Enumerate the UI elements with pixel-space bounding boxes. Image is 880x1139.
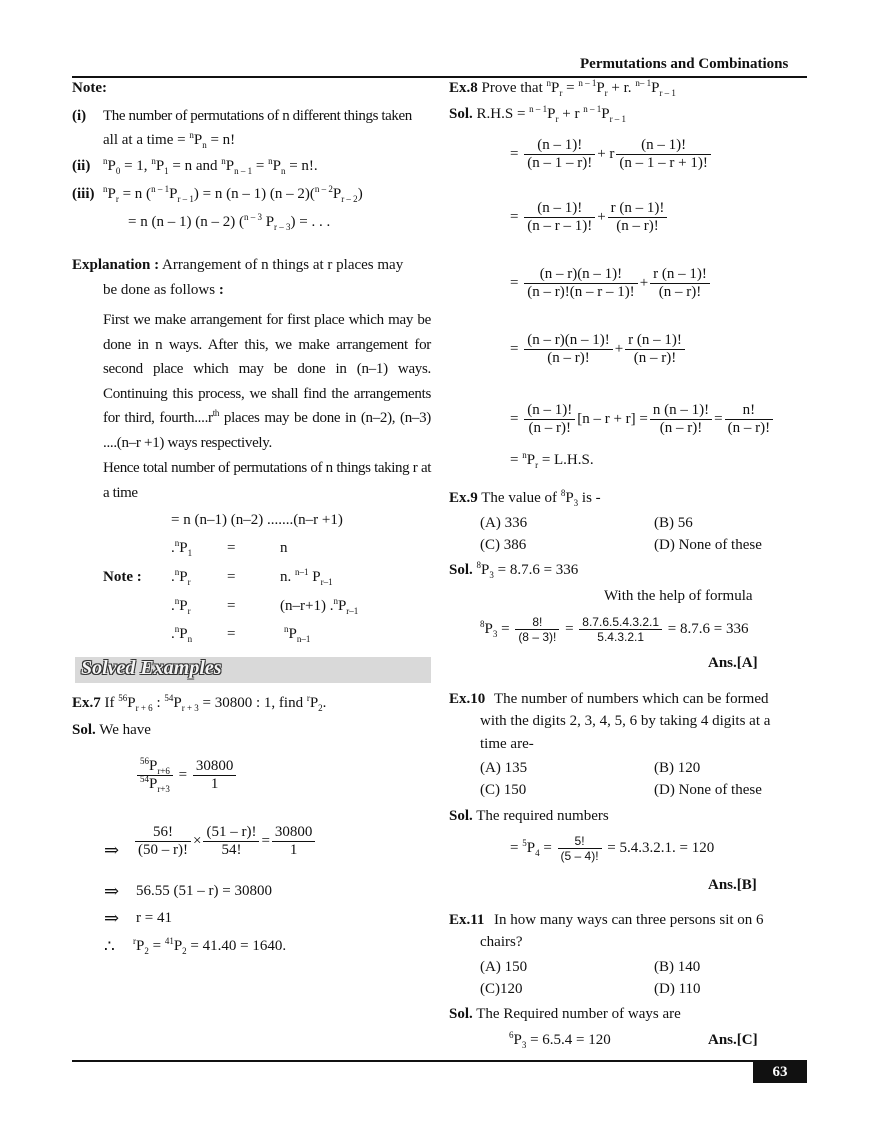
ex10-formula: = $^5P_4$ = $\frac{5!}{(5 - 4)!}$ = 5.4.3.2.1. = 120	[510, 834, 715, 863]
ex8-sol-label: Sol.	[449, 106, 473, 122]
ex11-text-1: In how many ways can three persons sit on 6	[494, 912, 764, 928]
note2-val-1: n	[280, 540, 288, 556]
note-heading: Note:	[72, 80, 107, 96]
explanation-para-tail: places may be done in (n–2), (n–3) ....(n–r +1) ways respectively.	[103, 410, 431, 451]
therefore-icon: ∴	[104, 937, 115, 956]
ex10-result: = 5.4.3.2.1. = 120	[607, 839, 715, 856]
ex7-step1: $\frac{^{56}P_{r+6}}{^{54}P_{r+3}}$ = $\frac{30800}{1}$	[135, 758, 238, 793]
ex8-lhs-tail: = L.H.S.	[538, 452, 594, 468]
note2-row-2: $.^nP_r$	[171, 567, 191, 587]
ex8-text: Prove that	[481, 80, 547, 96]
ex11-sol-text: The Required number of ways are	[476, 1006, 681, 1022]
ex9-option-b: (B) 56	[654, 515, 693, 531]
ex10-option-b: (B) 120	[654, 760, 701, 776]
footer-rule	[72, 1060, 807, 1062]
implies-icon: ⇒	[104, 881, 120, 901]
explanation-label: Explanation :	[72, 257, 160, 273]
note2-val-4: $^nP_{n-1}$	[284, 624, 311, 644]
ex11-option-d: (D) 110	[654, 981, 701, 997]
ex10-option-d: (D) None of these	[654, 782, 762, 798]
ex9-text-tail: is -	[578, 490, 601, 506]
ex9-sol-label: Sol.	[449, 562, 473, 578]
implies-icon: ⇒	[104, 840, 120, 860]
ex9-frac2-den: 5.4.3.2.1	[597, 630, 645, 644]
explanation-para-sup: th	[212, 408, 220, 418]
ex7-sol-line	[72, 722, 151, 739]
ex7-step3: 56.55 (51 – r) = 30800	[136, 883, 272, 899]
explanation-paragraph	[103, 308, 431, 455]
ex9-option-d: (D) None of these	[654, 537, 762, 553]
ex7-step2: $\frac{56!}{(50 - r)!}$ × $\frac{(51 - r)!}{54!}$ = $\frac{30800}{1}$	[133, 824, 317, 859]
explanation-colon: :	[218, 282, 224, 298]
note-i-formula: all at a time = $^nP_n = n$!	[103, 130, 236, 150]
ex7-sol-label: Sol.	[72, 722, 96, 738]
ex10-sol-label: Sol.	[449, 808, 473, 824]
note2-label: Note :	[103, 569, 142, 585]
note-ii-label: (ii)	[72, 158, 91, 174]
ex11-result-text: = 6.5.4 = 120	[526, 1032, 611, 1048]
explanation-para-text: First we make arrangement for first place which may be done in n ways. After this, we make arrangement for second place which may be done in (n–1) ways. Continuing this process, we shall find the arrangements for third, fourth....r	[103, 312, 431, 426]
note2-val-2: n. $^{n-1}$ $P_{r-1}$	[280, 567, 333, 587]
ex10-frac-num: 5!	[558, 834, 602, 849]
solved-examples-title: Solved Examples	[81, 657, 222, 679]
implies-icon: ⇒	[104, 908, 120, 928]
ex9-sol-text: = 8.7.6 = 336	[493, 562, 579, 578]
ex11-sol-line	[449, 1006, 681, 1023]
ex7-question: Ex.7 If $^{56}P_{r + 6}$ : $^{54}P_{r + 3} = 30800$ : 1, find $^rP_2$.	[72, 693, 327, 713]
ex8-step2: = $\frac{(n - 1)!}{(n - r - 1)!}$ + $\frac{r (n - 1)!}{(n - r)!}$	[510, 200, 669, 235]
ex11-option-b: (B) 140	[654, 959, 701, 975]
note-iii-formula-2: = n (n – 1) (n – 2) ($^{n - 3}$ $P_{r - 3}$) = . . .	[128, 212, 331, 232]
note-i-label: (i)	[72, 108, 87, 124]
ex9-option-c: (C) 386	[480, 537, 527, 553]
ex9-frac2-num: 8.7.6.5.4.3.2.1	[579, 615, 662, 630]
ex11-result: $^6P_3 = 6.5.4 = 120$	[509, 1030, 611, 1050]
ex9-frac1-num: 8!	[515, 615, 559, 630]
ex10-sol-line	[449, 808, 609, 825]
ex10-answer: Ans.[B]	[708, 877, 757, 893]
ex8-sol-start: R.H.S =	[476, 106, 530, 122]
ex8-sol-line: Sol. $R.H.S = ^{n - 1}P_r + r$ $^{n - 1}P_{r - 1}$	[449, 104, 627, 124]
ex9-text: The value of	[481, 490, 561, 506]
explanation-line-2	[103, 282, 224, 299]
note2-eq-3: =	[227, 598, 236, 614]
product-formula: = n (n–1) (n–2) .......(n–r +1)	[171, 512, 343, 528]
total-permutations-paragraph: Hence total number of permutations of n things taking r at a time	[103, 460, 431, 501]
page-number: 63	[753, 1061, 807, 1083]
ex11-option-c: (C)120	[480, 981, 523, 997]
ex9-formula-note: With the help of formula	[604, 588, 753, 604]
ex8-label: Ex.8	[449, 80, 478, 96]
explanation-line	[72, 257, 403, 274]
ex7-step5: $^rP_2 = ^{41}P_2 = 41.40 = 1640$.	[133, 936, 287, 956]
running-header: Permutations and Combinations	[580, 56, 789, 72]
ex11-answer: Ans.[C]	[708, 1032, 758, 1048]
ex10-text-1: The number of numbers which can be formed	[494, 691, 769, 707]
ex11-sol-label: Sol.	[449, 1006, 473, 1022]
ex8-step1: = $\frac{(n - 1)!}{(n - 1 - r)!}$ + r $\frac{(n - 1)!}{(n - 1 - r + 1)!}$	[510, 137, 713, 172]
ex10-option-a: (A) 135	[480, 760, 528, 776]
ex9-answer: Ans.[A]	[708, 655, 758, 671]
ex11-text-2: chairs?	[480, 934, 523, 950]
note2-val-3: (n–r+1) $.^nP_{r-1}$	[280, 596, 359, 616]
ex11-option-a: (A) 150	[480, 959, 528, 975]
ex10-frac-den: (5 – 4)!	[560, 849, 599, 863]
ex7-sol-text: We have	[99, 722, 151, 738]
ex8-step3: = $\frac{(n - r)(n - 1)!}{(n - r)!(n - r - 1)!}$ + $\frac{r (n - 1)!}{(n - r)!}$	[510, 266, 712, 301]
ex8-step5: = $\frac{(n - 1)!}{(n - r)!}$ [n – r + r] = $\frac{n (n - 1)!}{(n - r)!}$ = $\frac{n!}{(n - r)!}$	[510, 402, 775, 437]
note2-row-3: $.^nP_r$	[171, 596, 191, 616]
ex7-step5-tail: = 41.40 = 1640.	[186, 938, 287, 954]
ex10-text-3: time are-	[480, 736, 534, 752]
ex9-frac1-den: (8 – 3)!	[518, 630, 557, 644]
ex10-label: Ex.10	[449, 691, 486, 707]
note-iii-label: (iii)	[72, 186, 95, 202]
explanation-text: Arrangement of n things at r places may	[162, 257, 404, 273]
note-i-formula-text: all at a time =	[103, 132, 190, 148]
note-iii-formula-1: $^nP_r = n$ $(^{n - 1}P_{r - 1}) = n$ (n – 1) $(n - 2)(^{n - 2}P_{r - 2})$	[103, 184, 363, 204]
note-i-text: The number of permutations of n different things taken	[103, 108, 412, 124]
ex8-lhs: = $^nP_r = L.H.S$.	[510, 450, 594, 470]
ex8-step4: = $\frac{(n - r)(n - 1)!}{(n - r)!}$ + $\frac{r (n - 1)!}{(n - r)!}$	[510, 332, 687, 367]
note2-row-4: $.^nP_n$	[171, 624, 193, 644]
header-rule	[72, 76, 807, 78]
solved-examples-banner	[75, 657, 431, 683]
ex10-text-2: with the digits 2, 3, 4, 5, 6 by taking 4 digits at a	[480, 713, 771, 729]
note2-eq-1: =	[227, 540, 236, 556]
note2-eq-2: =	[227, 569, 236, 585]
ex9-result: = 8.7.6 = 336	[667, 620, 749, 637]
note2-row-1: $.^nP_1$	[171, 538, 193, 558]
ex7-label: Ex.7	[72, 695, 101, 711]
note-ii-formula: $^nP_0 = 1$, $^nP_1 = n$ and $^nP_{n - 1} = ^nP_n = n$!.	[103, 156, 318, 176]
ex7-step4: r = 41	[136, 910, 172, 926]
ex9-formula: $^8P_3$ = $\frac{8!}{(8 - 3)!}$ = $\frac{8.7.6.5.4.3.2.1}{5.4.3.2.1}$ = 8.7.6 = 336	[480, 615, 749, 644]
ex9-question: Ex.9 The value of $^8P_3$ is -	[449, 488, 601, 508]
ex8-question: Ex.8 Prove that $^nP_r = ^{n - 1}P_r + r$. $^{n- 1}P_{r - 1}$	[449, 78, 676, 98]
ex9-sol-line: Sol. $^8P_3 = 8.7.6 = 336$	[449, 560, 579, 580]
note2-eq-4: =	[227, 626, 236, 642]
ex10-option-c: (C) 150	[480, 782, 527, 798]
explanation-text-2: be done as follows	[103, 282, 216, 298]
ex10-sol-text: The required numbers	[476, 808, 609, 824]
ex9-label: Ex.9	[449, 490, 478, 506]
ex11-label: Ex.11	[449, 912, 485, 928]
ex9-option-a: (A) 336	[480, 515, 528, 531]
